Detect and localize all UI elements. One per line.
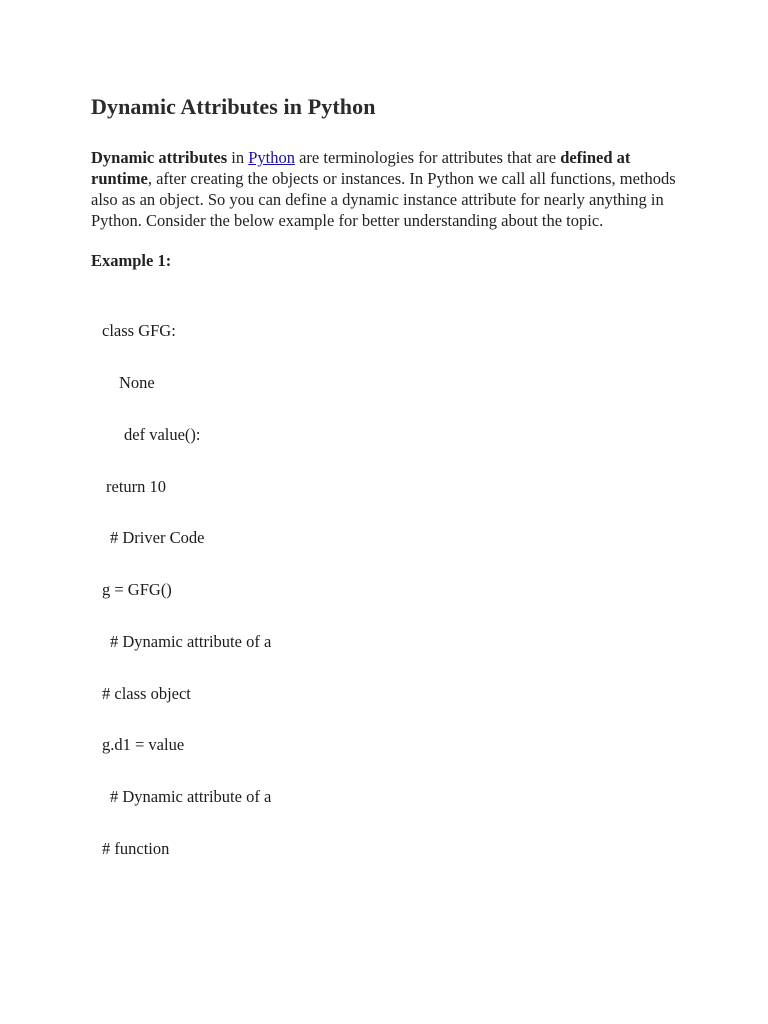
code-line-none: None [119, 373, 155, 392]
code-line-comment-function: # function [102, 839, 170, 858]
intro-text-in: in [227, 148, 249, 167]
intro-text-rest: , after creating the objects or instances. In Python we call all functions, methods also as an object. So you can define a dynamic instance attribute for nearly anything in Python. Consider the below example for better understanding about the topic. [91, 169, 676, 230]
code-line-instantiate: g = GFG() [102, 580, 172, 599]
code-line-comment-class-object: # class object [102, 684, 191, 703]
page-title: Dynamic Attributes in Python [91, 94, 376, 119]
term-defined-at-runtime: defined at runtime [91, 148, 631, 188]
code-line-assign-d1: g.d1 = value [102, 735, 185, 754]
code-line-return: return 10 [106, 477, 167, 496]
code-line-class-def: class GFG: [102, 321, 176, 340]
intro-paragraph [91, 147, 691, 231]
code-line-def-value: def value(): [124, 425, 201, 444]
intro-text-after-link: are terminologies for attributes that are [294, 148, 561, 167]
code-line-comment-dynamic-1: # Dynamic attribute of a [110, 632, 272, 651]
python-link[interactable]: Python [248, 148, 295, 167]
term-dynamic-attributes: Dynamic attributes [91, 148, 228, 167]
code-line-comment-dynamic-2: # Dynamic attribute of a [110, 787, 272, 806]
code-line-driver-comment: # Driver Code [110, 528, 205, 547]
example-label: Example 1: [91, 251, 172, 270]
